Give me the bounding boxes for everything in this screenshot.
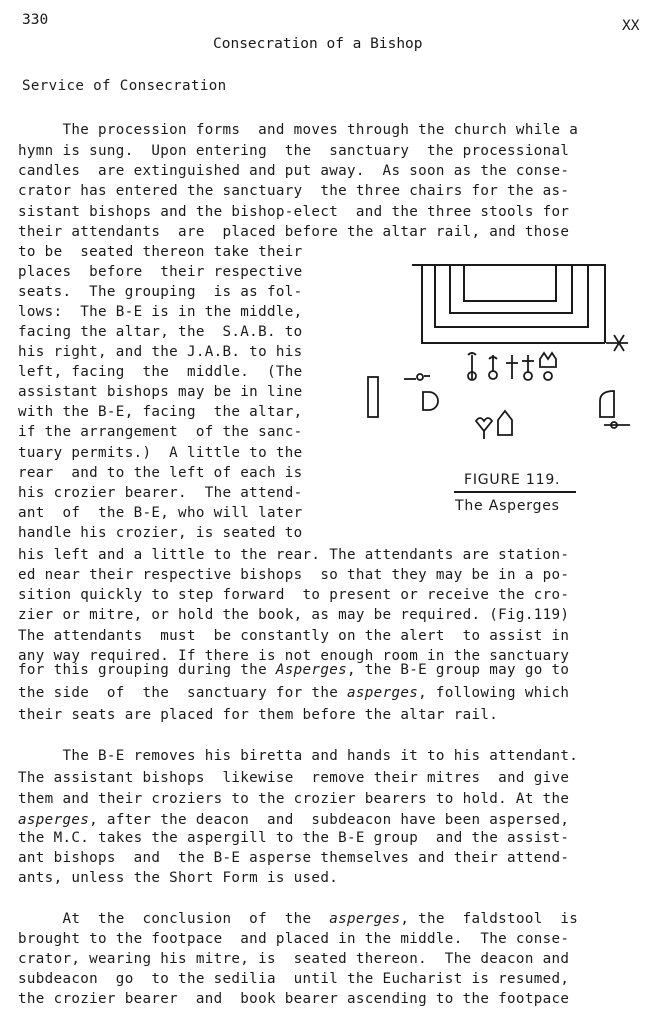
body-line: The attendants must be constantly on the alert to assist in bbox=[18, 628, 570, 644]
body-line: to be seated thereon take their bbox=[18, 244, 303, 260]
body-line: The assistant bishops likewise remove their mitres and give bbox=[18, 770, 570, 786]
body-line: them and their croziers to the crozier bearers to hold. At the bbox=[18, 791, 570, 807]
body-line: his left and a little to the rear. The attendants are station- bbox=[18, 547, 570, 563]
body-line: asperges, after the deacon and subdeacon have been aspersed, bbox=[18, 812, 570, 828]
body-line: hymn is sung. Upon entering the sanctuary the processional bbox=[18, 143, 570, 159]
body-line: places before their respective bbox=[18, 264, 303, 280]
body-line: seats. The grouping is as fol- bbox=[18, 284, 303, 300]
figure-label-underline bbox=[454, 491, 576, 493]
body-line: crator has entered the sanctuary the three chairs for the as- bbox=[18, 183, 570, 199]
chapter-number: XX bbox=[622, 18, 640, 34]
body-line: with the B-E, facing the altar, bbox=[18, 404, 303, 420]
body-line: handle his crozier, is seated to bbox=[18, 525, 303, 541]
body-line: rear and to the left of each is bbox=[18, 465, 303, 481]
body-line: any way required. If there is not enough room in the sanctuary bbox=[18, 648, 570, 664]
body-line: At the conclusion of the asperges, the faldstool is bbox=[18, 911, 579, 927]
body-line: the side of the sanctuary for the asperges, following which bbox=[18, 685, 570, 701]
body-line: brought to the footpace and placed in the middle. The conse- bbox=[18, 931, 570, 947]
altar-steps-diagram bbox=[412, 265, 605, 343]
body-line: his right, and the J.A.B. to his bbox=[18, 344, 303, 360]
body-line: ants, unless the Short Form is used. bbox=[18, 870, 339, 886]
body-line: The procession forms and moves through the church while a bbox=[18, 122, 579, 138]
body-line: sistant bishops and the bishop-elect and the three stools for bbox=[18, 204, 570, 220]
body-line: his crozier bearer. The attend- bbox=[18, 485, 303, 501]
body-line: subdeacon go to the sedilia until the Eucharist is resumed, bbox=[18, 971, 570, 987]
body-line: their seats are placed for them before the altar rail. bbox=[18, 707, 499, 723]
crozier-bearer-icons bbox=[404, 374, 630, 439]
body-line: The B-E removes his biretta and hands it to his attendant. bbox=[18, 748, 579, 764]
body-line: left, facing the middle. (The bbox=[18, 364, 303, 380]
chair-icons bbox=[368, 377, 614, 435]
page-number: 330 bbox=[22, 12, 49, 28]
body-line: zier or mitre, or hold the book, as may be required. (Fig.119) bbox=[18, 607, 570, 623]
body-line: ant bishops and the B-E asperse themselves and their attend- bbox=[18, 850, 570, 866]
clergy-figure-icons bbox=[468, 353, 556, 380]
cross-mark-icon bbox=[606, 335, 628, 351]
body-line: for this grouping during the Asperges, the B-E group may go to bbox=[18, 662, 570, 678]
body-line: assistant bishops may be in line bbox=[18, 384, 303, 400]
body-line: crator, wearing his mitre, is seated thereon. The deacon and bbox=[18, 951, 570, 967]
body-line: sition quickly to step forward to present or receive the cro- bbox=[18, 587, 570, 603]
figure-caption: The Asperges bbox=[455, 498, 560, 514]
body-line: the M.C. takes the aspergill to the B-E group and the assist- bbox=[18, 830, 570, 846]
body-line: lows: The B-E is in the middle, bbox=[18, 304, 303, 320]
figure-label: FIGURE 119. bbox=[464, 472, 561, 488]
body-line: facing the altar, the S.A.B. to bbox=[18, 324, 303, 340]
figure-119-diagram bbox=[360, 255, 650, 445]
body-line: if the arrangement of the sanc- bbox=[18, 424, 303, 440]
body-line: ed near their respective bishops so that they may be in a po- bbox=[18, 567, 570, 583]
running-title: Consecration of a Bishop bbox=[213, 36, 423, 52]
body-line: their attendants are placed before the altar rail, and those bbox=[18, 224, 570, 240]
body-line: the crozier bearer and book bearer ascending to the footpace bbox=[18, 991, 570, 1007]
body-line: tuary permits.) A little to the bbox=[18, 445, 303, 461]
body-line: candles are extinguished and put away. As soon as the conse- bbox=[18, 163, 570, 179]
body-line: ant of the B-E, who will later bbox=[18, 505, 303, 521]
section-title: Service of Consecration bbox=[22, 78, 227, 94]
